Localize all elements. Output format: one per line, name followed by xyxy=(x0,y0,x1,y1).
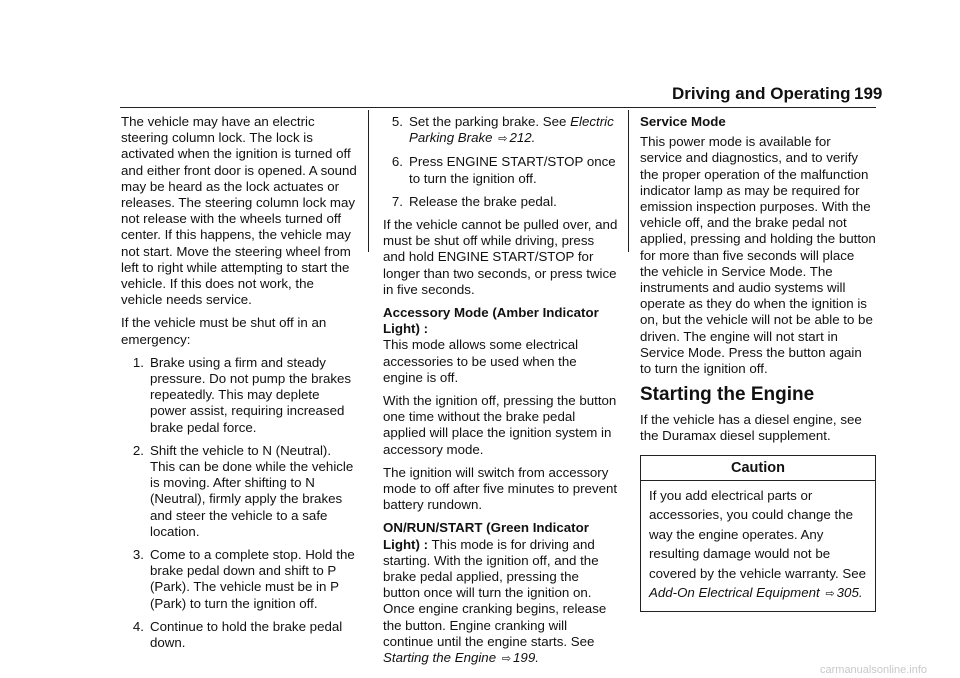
emergency-intro: If the vehicle must be shut off in an emergency: xyxy=(121,315,327,347)
service-mode-paragraph: This power mode is available for service and diagnostics, and to verify the proper operation of the malfunction indicator lamp as may be required for emission inspection purposes. With the vehicle off, and the brake pedal not applied, pressing and holding the button for more than five seconds will place the vehicle in Service Mode. The instruments and audio systems will operate as they do when the ignition is on, but the vehicle will not be able to be driven. The engine will not start in Service Mode. Press the button again to turn the ignition off. xyxy=(640,134,876,377)
run-mode-label: ON/RUN/START (Green Indicator Light) : xyxy=(383,520,589,552)
page-reference[interactable]: 305 xyxy=(836,585,859,601)
steering-lock-paragraph: The vehicle may have an electric steering column lock. The lock is activated when the ignition is turned off and either front door is opened. A sound may be heard as the lock actuates or releases. The steering column lock may not release with the wheels turned off center. If this happens, the vehicle may not start. Move the steering wheel from left to right while attempting to start the vehicle. If this does not work, the vehicle needs service. xyxy=(121,114,357,308)
list-item: 5. Set the parking brake. See Electric Parking Brake ⇨ 212. xyxy=(391,114,614,146)
column-divider-1-full xyxy=(368,110,369,252)
section-title: Driving and Operating xyxy=(672,84,851,103)
column-3 xyxy=(640,114,876,612)
list-item: 1. Brake using a firm and steady pressure. Do not pump the brakes repeatedly. This may deplete power assist, requiring increased brake pedal force. xyxy=(132,354,352,435)
service-mode-label: Service Mode xyxy=(640,114,726,129)
page-header xyxy=(0,80,960,110)
list-item: 7. Release the brake pedal. xyxy=(391,193,557,209)
cross-reference-link[interactable]: Add-On Electrical Equipment xyxy=(649,585,820,601)
accessory-activation-paragraph: With the ignition off, pressing the button one time without the brake pedal applied will place the ignition system in accessory mode. xyxy=(383,393,617,457)
column-1 xyxy=(121,114,357,658)
accessory-mode-label: Accessory Mode (Amber Indicator Light) : xyxy=(383,305,599,337)
page-reference-icon: ⇨ xyxy=(825,588,835,601)
list-item: 4. Continue to hold the brake pedal down. xyxy=(132,618,343,651)
page-reference-icon: ⇨ xyxy=(501,653,512,666)
caution-title: Caution xyxy=(641,456,875,481)
accessory-timeout-paragraph: The ignition will switch from accessory mode to off after five minutes to prevent battery rundown. xyxy=(383,464,618,513)
accessory-mode-paragraph: Accessory Mode (Amber Indicator Light) : This mode allows some electrical accessories to be used when the engine is off. xyxy=(383,305,599,385)
section-heading: Starting the Engine xyxy=(640,384,815,406)
shutoff-while-driving-paragraph: If the vehicle cannot be pulled over, and must be shut off while driving, press and hold ENGINE START/STOP for longer than two seconds, or press twice in five seconds. xyxy=(383,217,618,297)
caution-body: If you add electrical parts or accessories, you could change the way the engine operates. Any resulting damage would not be covered by the vehicle warranty. See Add-On Electrical Equipment ⇨ 305. xyxy=(649,487,867,601)
run-mode-paragraph: ON/RUN/START (Green Indicator Light) : This mode is for driving and starting. With the ignition off, and the brake pedal applied, pressing the button once will turn the ignition on. Once engine cranking begins, release the button. Engine cranking will continue until the engine starts. See Starting the Engine ⇨ 199. xyxy=(383,520,607,666)
list-item: 3. Come to a complete stop. Hold the brake pedal down and shift to P (Park). The vehicle must be in P (Park) to turn the ignition off. xyxy=(132,547,355,611)
page-reference[interactable]: 199 xyxy=(513,650,536,666)
cross-reference-link[interactable]: Starting the Engine xyxy=(383,650,497,666)
column-2 xyxy=(383,114,619,674)
emergency-steps xyxy=(124,355,357,651)
page-number: 199 xyxy=(854,84,883,103)
column-divider-2-full xyxy=(628,110,629,252)
page-reference-icon: ⇨ xyxy=(498,133,508,146)
list-item: 6. Press ENGINE START/STOP once to turn the ignition off. xyxy=(391,154,616,186)
page-reference[interactable]: 212 xyxy=(509,130,532,146)
header-rule xyxy=(120,107,876,108)
cross-reference-link[interactable]: Electric Parking Brake xyxy=(409,114,614,146)
list-item: 2. Shift the vehicle to N (Neutral). This can be done while the vehicle is moving. After shifting to N (Neutral), firmly apply the brakes and steer the vehicle to a safe location. xyxy=(132,442,354,539)
watermark: carmanualsonline.info xyxy=(820,664,928,676)
diesel-paragraph: If the vehicle has a diesel engine, see the Duramax diesel supplement. xyxy=(640,412,862,444)
caution-box xyxy=(640,455,876,612)
